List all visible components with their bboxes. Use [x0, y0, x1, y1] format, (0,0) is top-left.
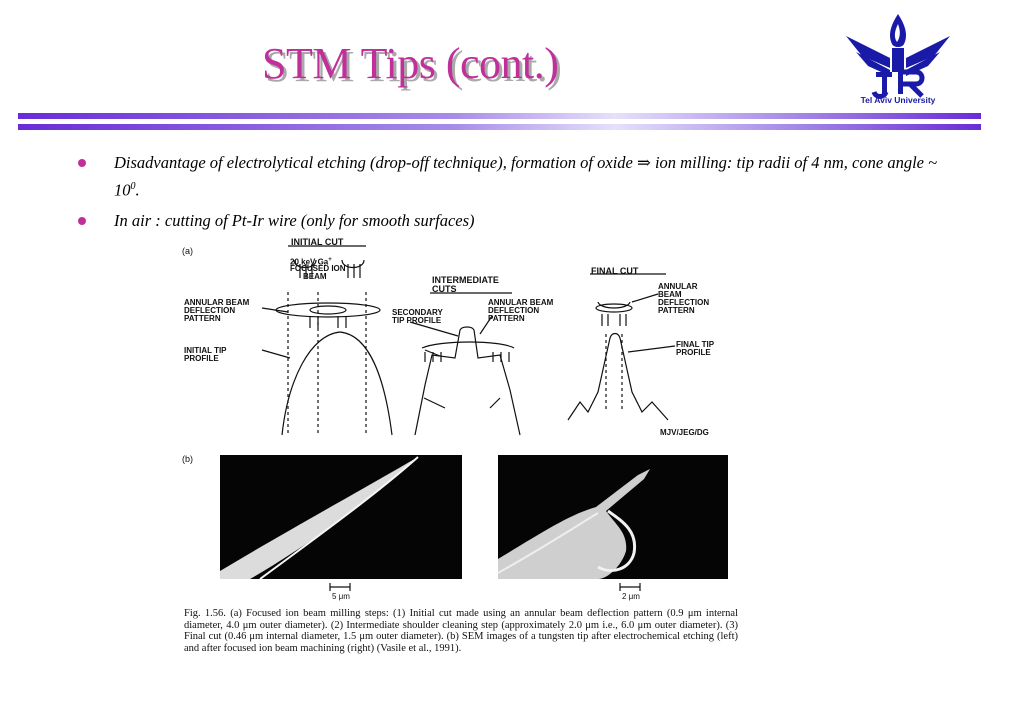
annular-beam-label-1: ANNULAR BEAM [184, 298, 250, 307]
implies-arrow-icon: ⇒ [637, 153, 651, 172]
bullet-1-text-c: . [135, 180, 140, 200]
intermediate-label: INTERMEDIATE [432, 275, 499, 285]
cuts-label: CUTS [432, 284, 457, 294]
beam-energy-sup: + [328, 257, 332, 263]
profile-label-1: PROFILE [184, 354, 219, 363]
bullet-dot-icon [78, 159, 86, 167]
annular-beam-label-2: ANNULAR BEAM [488, 298, 554, 307]
final-tip-label: FINAL TIP [676, 340, 715, 349]
initial-cut-label: INITIAL CUT [291, 237, 344, 247]
scale-label-right: 2 μm [622, 592, 640, 601]
bullet-list [78, 151, 958, 237]
panel-a-tag: (a) [182, 246, 193, 256]
bullet-1-superscript: 0 [130, 181, 136, 192]
pattern-label-2: PATTERN [488, 314, 525, 323]
beam-energy-text: 20 keV Ga [290, 257, 329, 267]
focused-ion-label: FOCUSED ION [290, 264, 346, 273]
bullet-item-ion-milling [78, 151, 958, 203]
bullet-2-text: In air : cutting of Pt-Ir wire (only for smooth surfaces) [114, 210, 475, 230]
credit-label: MJV/JEG/DG [660, 428, 709, 437]
title-divider-bottom [18, 124, 981, 130]
panel-b-tag: (b) [182, 454, 193, 464]
secondary-label: SECONDARY [392, 308, 443, 317]
tel-aviv-university-emblem-icon [842, 12, 954, 108]
etched-tip-image [220, 455, 462, 579]
annular-label-3: ANNULAR [658, 282, 698, 291]
slide-title: STM Tips (cont.) [262, 39, 559, 88]
bullet-1-text-a: Disadvantage of electrolytical etching (drop-off technique), formation of oxide [114, 153, 637, 172]
profile-label-3: PROFILE [676, 348, 711, 357]
beam-label-3: BEAM [658, 290, 682, 299]
title-divider-top [18, 113, 981, 119]
sem-image-fib-tip [498, 455, 728, 579]
fib-tip-image [498, 455, 728, 579]
deflection-label-2: DEFLECTION [488, 306, 540, 315]
bullet-dot-icon [78, 217, 86, 225]
deflection-label-1: DEFLECTION [184, 306, 236, 315]
pattern-label-1: PATTERN [184, 314, 221, 323]
initial-tip-label: INITIAL TIP [184, 346, 227, 355]
figure-caption: Fig. 1.56. (a) Focused ion beam milling steps: (1) Initial cut made using an annular beam deflection pattern (0.9 μm internal diameter, 4.0 μm outer diameter). (2) Intermediate shoulder cleaning step (approximately 2.0 μm i.e., 6.0 μm outer diameter). (3) Final cut (0.46 μm internal diameter, 1.5 μm outer diameter). (b) SEM images of a tungsten tip after electrochemical etching (left) and after focused ion beam machining (right) (Vasile et al., 1991). [184, 608, 738, 654]
sem-image-etched-tip [220, 455, 462, 579]
tip-profile-label: TIP PROFILE [392, 316, 442, 325]
fib-milling-figure [170, 230, 745, 680]
scale-label-left: 5 μm [332, 592, 350, 601]
bullet-1-text-b: ion milling: tip radii of 4 nm, cone angle ~ 10 [114, 153, 938, 200]
pattern-label-3: PATTERN [658, 306, 695, 315]
deflection-label-3: DEFLECTION [658, 298, 710, 307]
final-cut-label: FINAL CUT [591, 266, 639, 276]
bullet-item-pt-ir [78, 209, 958, 231]
logo-caption: Tel Aviv University [860, 95, 936, 105]
beam-word-label: BEAM [303, 272, 327, 281]
